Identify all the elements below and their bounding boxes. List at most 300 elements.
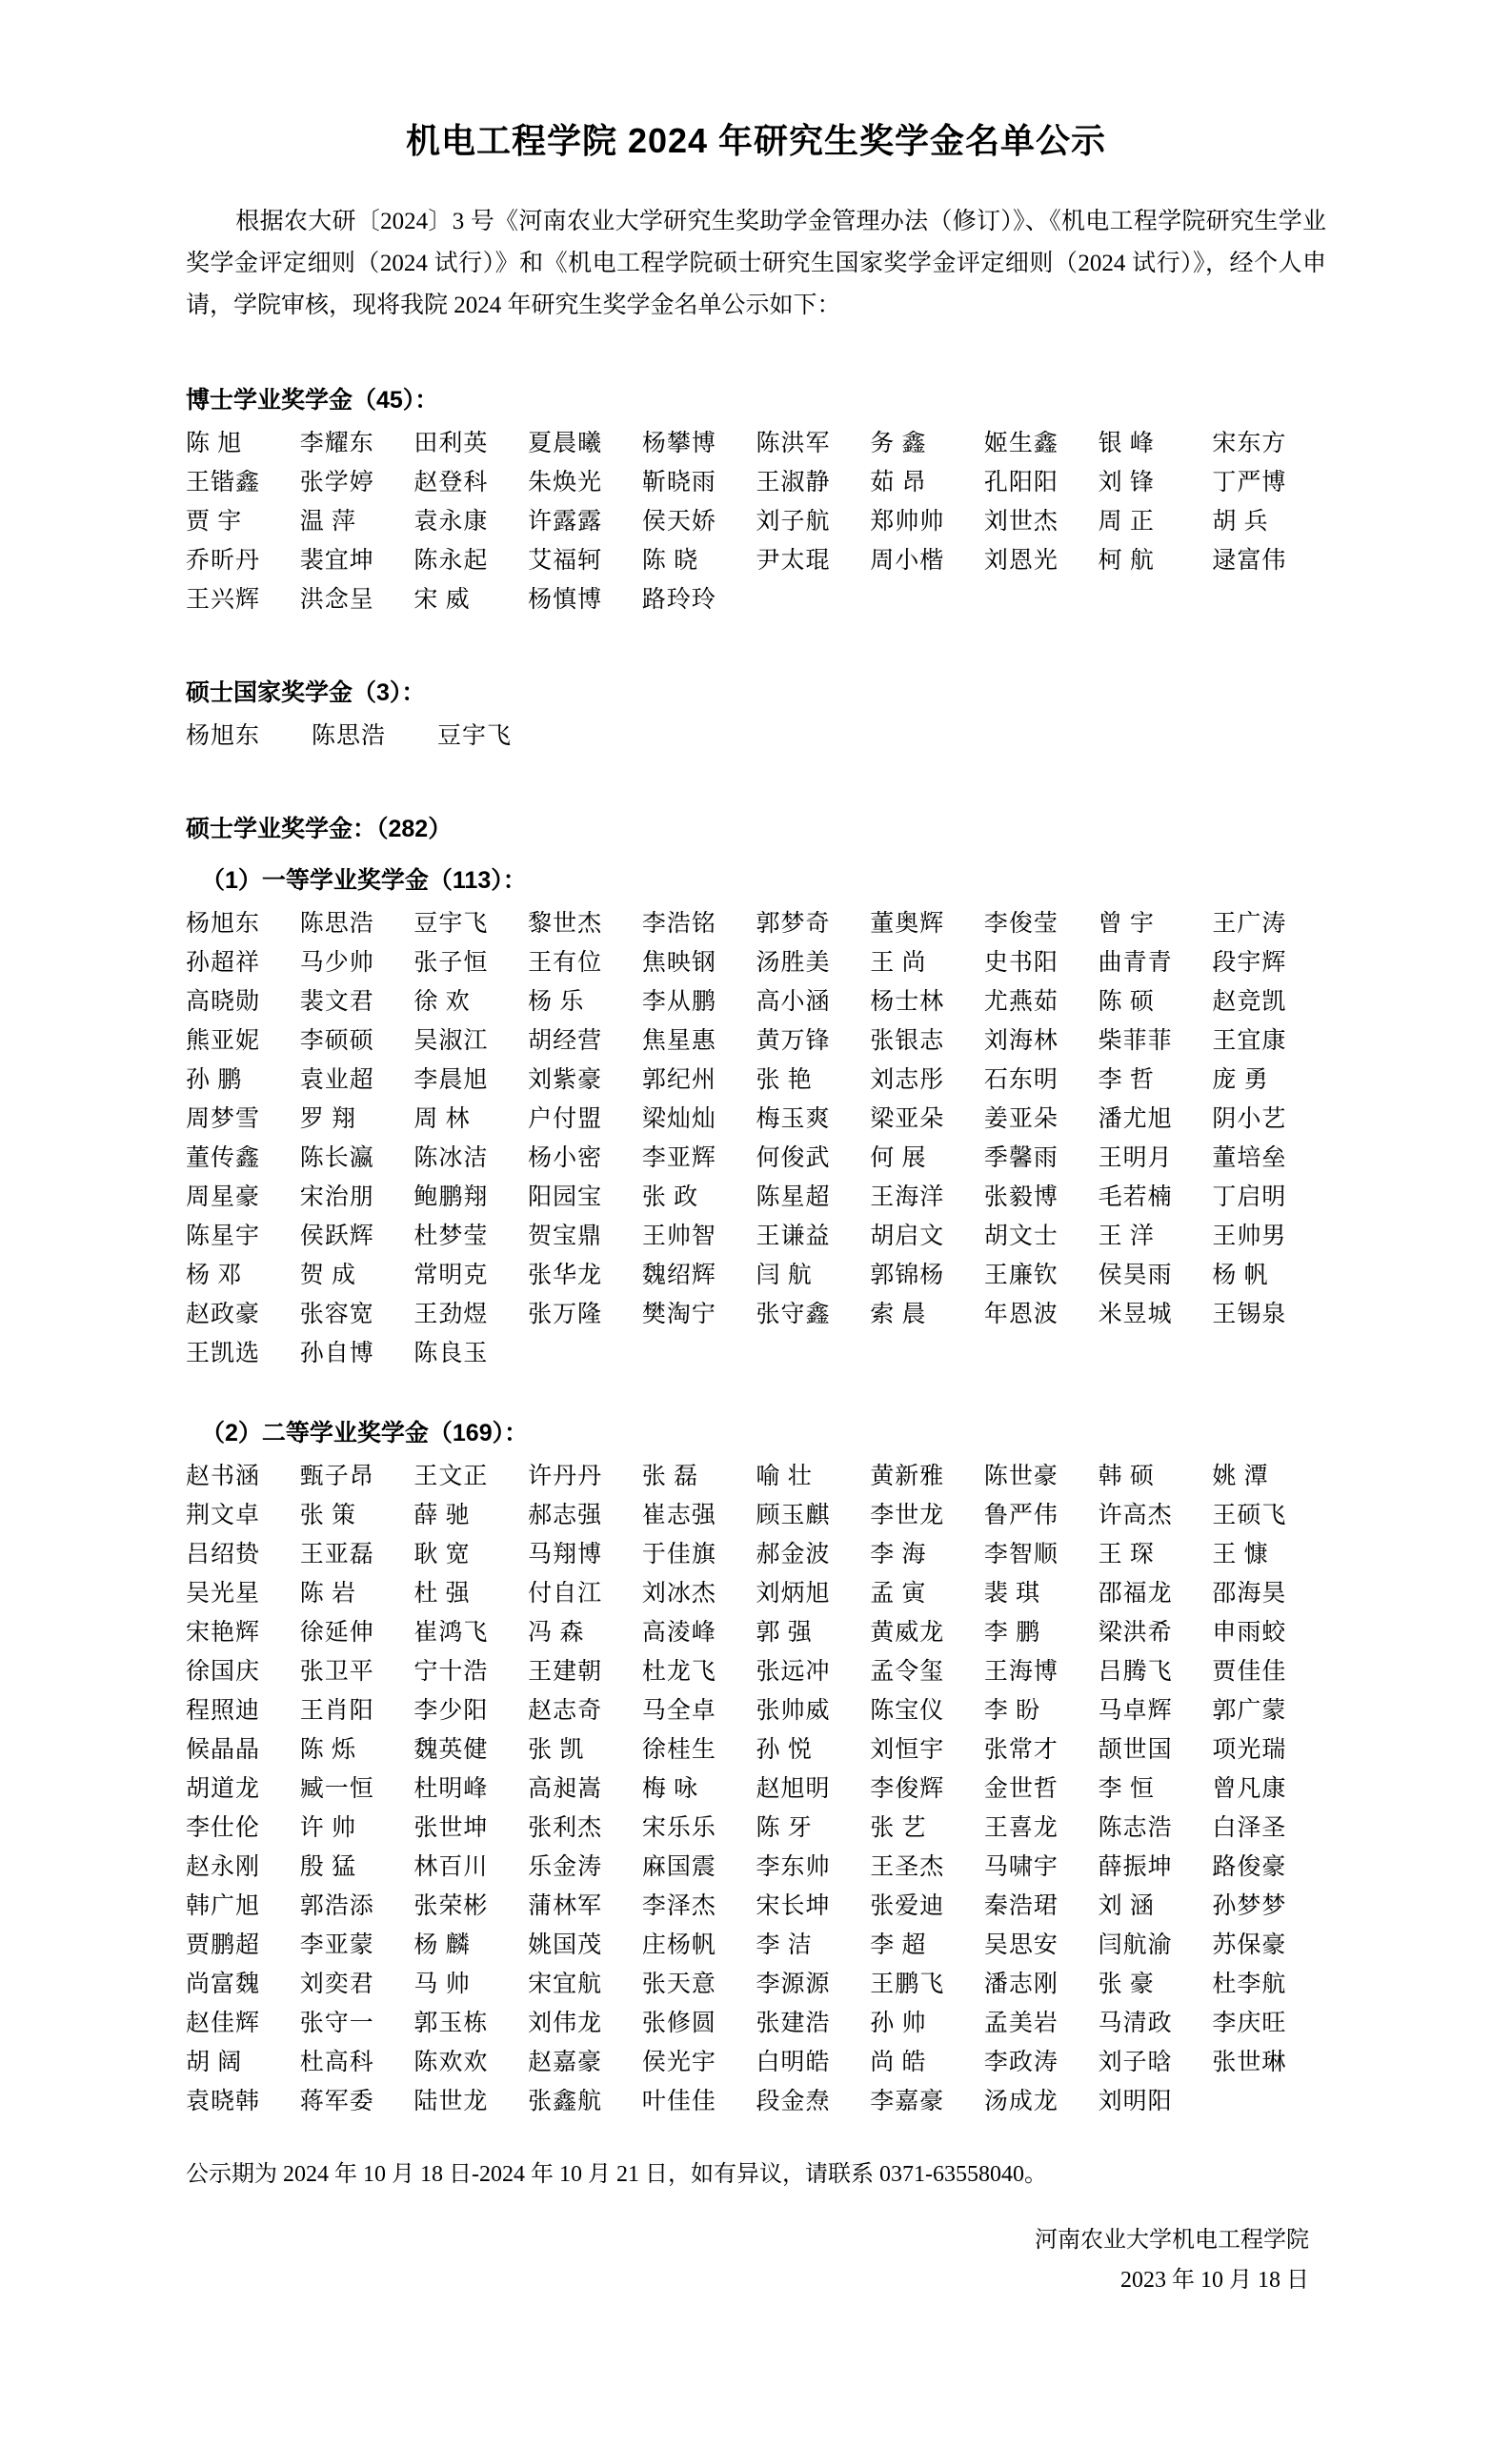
name-item: 苏保豪 — [1212, 1932, 1287, 1958]
name-item: 麻国震 — [641, 1854, 716, 1880]
name-item: 王建朝 — [528, 1659, 603, 1685]
name-item: 周小楷 — [870, 548, 945, 574]
name-item: 胡 兵 — [1212, 509, 1269, 535]
name-row — [186, 1457, 1326, 1496]
name-item: 裴宜坤 — [299, 548, 374, 574]
name-row — [186, 424, 1326, 463]
name-item: 郭浩添 — [299, 1893, 374, 1919]
name-item: 刘炳旭 — [756, 1581, 831, 1607]
name-item: 周星豪 — [186, 1184, 261, 1210]
name-row — [186, 982, 1326, 1021]
name-item: 王有位 — [528, 950, 603, 976]
name-item: 庄杨帆 — [641, 1932, 716, 1958]
name-item: 王廉钦 — [983, 1263, 1058, 1288]
name-item: 丁严博 — [1212, 470, 1287, 495]
name-item: 尚富魏 — [186, 1972, 261, 1997]
name-item: 袁业超 — [299, 1067, 374, 1093]
name-item: 许露露 — [528, 509, 603, 535]
name-item: 李 鹏 — [983, 1620, 1041, 1646]
name-item: 吕绍贽 — [186, 1542, 261, 1567]
name-item: 李亚辉 — [641, 1145, 716, 1171]
name-item: 路玲玲 — [641, 587, 716, 613]
name-item: 张 政 — [641, 1184, 699, 1210]
name-row — [186, 541, 1326, 580]
name-item: 王宜康 — [1212, 1028, 1287, 1054]
name-item: 陈洪军 — [756, 431, 831, 456]
name-item: 陈 烁 — [299, 1737, 356, 1763]
name-item: 杜李航 — [1212, 1972, 1287, 1997]
name-item: 王凯选 — [186, 1341, 261, 1366]
name-item: 温 萍 — [299, 509, 356, 535]
name-item: 豆宇飞 — [413, 911, 489, 937]
intro-text: 根据农大研〔2024〕3 号《河南农业大学研究生奖助学金管理办法（修订）》、《机电工程学院研究生学业奖学金评定细则（2024 试行）》和《机电工程学院硕士研究生国家奖学金评定细则（2024 试行）》，经个人申请，学院审核，现将我院 2024 年研究生奖学金名单公示如下： — [186, 209, 1326, 318]
name-row — [186, 1887, 1326, 1926]
name-item: 付自江 — [528, 1581, 603, 1607]
name-item: 周梦雪 — [186, 1106, 261, 1132]
name-item: 刘冰杰 — [641, 1581, 716, 1607]
name-item: 郭玉栋 — [413, 2011, 489, 2036]
name-row — [186, 1535, 1326, 1574]
name-item: 胡道龙 — [186, 1776, 261, 1802]
name-item: 孔阳阳 — [983, 470, 1058, 495]
name-item: 陈星宇 — [186, 1224, 261, 1249]
name-item: 高晓勋 — [186, 989, 261, 1015]
name-item: 金世哲 — [983, 1776, 1058, 1802]
name-item: 于佳旗 — [641, 1542, 716, 1567]
name-item: 陈 牙 — [756, 1815, 813, 1841]
name-item: 高昶嵩 — [528, 1776, 603, 1802]
name-cell-empty — [870, 580, 984, 619]
name-item: 荆文卓 — [186, 1503, 261, 1528]
name-item: 张银志 — [870, 1028, 945, 1054]
name-item: 顾玉麒 — [756, 1503, 831, 1528]
name-item: 宋乐乐 — [641, 1815, 716, 1841]
name-item: 周 正 — [1098, 509, 1155, 535]
name-item: 宁十浩 — [413, 1659, 489, 1685]
name-row — [186, 1256, 1326, 1295]
name-item: 梁洪希 — [1098, 1620, 1173, 1646]
name-item: 季馨雨 — [983, 1145, 1058, 1171]
name-item: 项光瑞 — [1212, 1737, 1287, 1763]
name-item: 王鹏飞 — [870, 1972, 945, 1997]
name-item: 刘海林 — [983, 1028, 1058, 1054]
name-item: 杜龙飞 — [641, 1659, 716, 1685]
name-row — [186, 1295, 1326, 1334]
name-item: 银 峰 — [1098, 431, 1155, 456]
name-item: 陈 硕 — [1098, 989, 1155, 1015]
signature-org: 河南农业大学机电工程学院 — [1035, 2228, 1309, 2253]
name-item: 陈星超 — [756, 1184, 831, 1210]
name-item: 马 帅 — [413, 1972, 471, 1997]
name-item: 赵佳辉 — [186, 2011, 261, 2036]
name-item: 宋 威 — [413, 587, 471, 613]
name-item: 赵志奇 — [528, 1698, 603, 1724]
name-item: 尤燕茹 — [983, 989, 1058, 1015]
name-item: 王硕飞 — [1212, 1503, 1287, 1528]
name-item: 臧一恒 — [299, 1776, 374, 1802]
name-item: 黎世杰 — [528, 911, 603, 937]
name-cell-empty — [1099, 580, 1213, 619]
name-item: 宋长坤 — [756, 1893, 831, 1919]
group-heading-first-class: （1）一等学业奖学金（113）： — [201, 867, 527, 894]
name-item: 宋治朋 — [299, 1184, 374, 1210]
name-item: 郭梦奇 — [756, 911, 831, 937]
name-row — [186, 904, 1326, 943]
name-item: 曾 宇 — [1098, 911, 1155, 937]
name-item: 刘世杰 — [983, 509, 1058, 535]
name-item: 李 盼 — [983, 1698, 1041, 1724]
name-item: 张卫平 — [299, 1659, 374, 1685]
name-item: 徐国庆 — [186, 1659, 261, 1685]
name-item: 王淑静 — [756, 470, 831, 495]
name-item: 庞 勇 — [1212, 1067, 1269, 1093]
name-item: 郭广蒙 — [1212, 1698, 1287, 1724]
spacer — [186, 340, 1326, 355]
name-item: 孟令玺 — [870, 1659, 945, 1685]
name-item: 李浩铭 — [641, 911, 716, 937]
name-item: 邵福龙 — [1098, 1581, 1173, 1607]
name-item: 张 豪 — [1098, 1972, 1155, 1997]
name-item: 杜梦莹 — [413, 1224, 489, 1249]
name-item: 户付盟 — [528, 1106, 603, 1132]
name-item: 魏绍辉 — [641, 1263, 716, 1288]
name-item: 张修圆 — [641, 2011, 716, 2036]
name-item: 陈 旭 — [186, 431, 243, 456]
name-row — [186, 1178, 1326, 1217]
name-item: 刘紫豪 — [528, 1067, 603, 1093]
name-item: 熊亚妮 — [186, 1028, 261, 1054]
name-list-first-class — [186, 904, 1326, 1373]
name-item: 张鑫航 — [528, 2089, 603, 2114]
name-item: 张世琳 — [1212, 2050, 1287, 2075]
name-item: 杨 帆 — [1212, 1263, 1269, 1288]
name-item: 赵嘉豪 — [528, 2050, 603, 2075]
name-item: 杨 乐 — [528, 989, 585, 1015]
name-item: 杨旭东 — [186, 723, 261, 749]
spacer — [186, 619, 1326, 648]
name-row — [186, 1574, 1326, 1613]
name-item: 郝志强 — [528, 1503, 603, 1528]
name-item: 张守一 — [299, 2011, 374, 2036]
name-item: 李东帅 — [756, 1854, 831, 1880]
name-item: 张 艺 — [870, 1815, 927, 1841]
name-item: 李 海 — [870, 1542, 927, 1567]
name-item: 袁晓韩 — [186, 2089, 261, 2114]
name-item: 高小涵 — [756, 989, 831, 1015]
name-item: 李泽杰 — [641, 1893, 716, 1919]
name-item: 韩 硕 — [1098, 1464, 1155, 1489]
name-item: 胡文士 — [983, 1224, 1058, 1249]
name-cell-empty — [984, 1334, 1099, 1373]
name-item: 姜亚朵 — [983, 1106, 1058, 1132]
name-item: 郑帅帅 — [870, 509, 945, 535]
name-item: 杨攀博 — [641, 431, 716, 456]
name-item: 陈欢欢 — [413, 2050, 489, 2075]
name-item: 丁启明 — [1212, 1184, 1287, 1210]
name-item: 宋宜航 — [528, 1972, 603, 1997]
name-row — [186, 1100, 1326, 1139]
name-item: 杨 邓 — [186, 1263, 243, 1288]
name-item: 李俊辉 — [870, 1776, 945, 1802]
name-item: 何俊武 — [756, 1145, 831, 1171]
name-row — [186, 1496, 1326, 1535]
name-item: 魏英健 — [413, 1737, 489, 1763]
name-cell-empty — [756, 1334, 871, 1373]
name-item: 贾佳佳 — [1212, 1659, 1287, 1685]
name-item: 薛 驰 — [413, 1503, 471, 1528]
name-item: 张远冲 — [756, 1659, 831, 1685]
name-item: 张天意 — [641, 1972, 716, 1997]
name-item: 尹太琨 — [756, 548, 831, 574]
name-item: 王锴鑫 — [186, 470, 261, 495]
name-item: 杨士林 — [870, 989, 945, 1015]
name-item: 陈思浩 — [299, 911, 374, 937]
name-item: 王明月 — [1098, 1145, 1173, 1171]
name-item: 侯昊雨 — [1098, 1263, 1173, 1288]
name-item: 索 晨 — [870, 1302, 927, 1327]
name-item: 胡启文 — [870, 1224, 945, 1249]
name-item: 李庆旺 — [1212, 2011, 1287, 2036]
name-item: 王圣杰 — [870, 1854, 945, 1880]
intro-paragraph — [186, 201, 1326, 327]
name-item: 甄子昂 — [299, 1464, 374, 1489]
name-item: 黄万锋 — [756, 1028, 831, 1054]
name-item: 郭锦杨 — [870, 1263, 945, 1288]
name-item: 耿 宽 — [413, 1542, 471, 1567]
name-cell-empty — [1212, 580, 1326, 619]
name-item: 汤胜美 — [756, 950, 831, 976]
notice-text: 公示期为 2024 年 10 月 18 日-2024 年 10 月 21 日，如有异议，请联系 0371-63558040。 — [186, 2162, 1047, 2187]
name-item: 白泽圣 — [1212, 1815, 1287, 1841]
name-item: 赵竞凯 — [1212, 989, 1287, 1015]
name-item: 邵海昊 — [1212, 1581, 1287, 1607]
name-item: 梅玉爽 — [756, 1106, 831, 1132]
name-item: 马卓辉 — [1098, 1698, 1173, 1724]
name-item: 孙 帅 — [870, 2011, 927, 2036]
name-row — [186, 1926, 1326, 1965]
name-item: 刘恒宇 — [870, 1737, 945, 1763]
name-cell-empty — [984, 580, 1099, 619]
name-row — [186, 580, 1326, 619]
name-item: 逯富伟 — [1212, 548, 1287, 574]
name-item: 杨旭东 — [186, 911, 261, 937]
name-item: 王 琛 — [1098, 1542, 1155, 1567]
name-item: 陆世龙 — [413, 2089, 489, 2114]
name-item: 王肖阳 — [299, 1698, 374, 1724]
name-item: 贾鹏超 — [186, 1932, 261, 1958]
name-item: 朱焕光 — [528, 470, 603, 495]
name-item: 李 超 — [870, 1932, 927, 1958]
name-item: 杨小密 — [528, 1145, 603, 1171]
name-item: 许 帅 — [299, 1815, 356, 1841]
name-item: 张利杰 — [528, 1815, 603, 1841]
name-item: 崔鸿飞 — [413, 1620, 489, 1646]
name-item: 张爱迪 — [870, 1893, 945, 1919]
name-row — [186, 943, 1326, 982]
name-item: 崔志强 — [641, 1503, 716, 1528]
name-item: 王亚磊 — [299, 1542, 374, 1567]
signature-block — [186, 2220, 1326, 2300]
name-item: 杜高科 — [299, 2050, 374, 2075]
name-item: 王谦益 — [756, 1224, 831, 1249]
name-item: 申雨蛟 — [1212, 1620, 1287, 1646]
name-item: 乐金涛 — [528, 1854, 603, 1880]
name-item: 段金焘 — [756, 2089, 831, 2114]
name-item: 阳园宝 — [528, 1184, 603, 1210]
name-item: 刘子航 — [756, 509, 831, 535]
name-item: 宋东方 — [1212, 431, 1287, 456]
name-item: 鲁严伟 — [983, 1503, 1058, 1528]
name-item: 陈思浩 — [312, 723, 387, 749]
name-item: 阴小艺 — [1212, 1106, 1287, 1132]
name-item: 孙自博 — [299, 1341, 374, 1366]
name-item: 张建浩 — [756, 2011, 831, 2036]
name-item: 赵旭明 — [756, 1776, 831, 1802]
name-item: 柯 航 — [1098, 548, 1155, 574]
name-item: 李世龙 — [870, 1503, 945, 1528]
name-item: 徐 欢 — [413, 989, 471, 1015]
name-item: 陈世豪 — [983, 1464, 1058, 1489]
name-item: 李 哲 — [1098, 1067, 1155, 1093]
name-item: 路俊豪 — [1212, 1854, 1287, 1880]
name-item: 姬生鑫 — [983, 431, 1058, 456]
name-item: 李 恒 — [1098, 1776, 1155, 1802]
name-row — [186, 1809, 1326, 1848]
name-item: 董奥辉 — [870, 911, 945, 937]
name-item: 陈 岩 — [299, 1581, 356, 1607]
name-item: 王文正 — [413, 1464, 489, 1489]
signature-date: 2023 年 10 月 18 日 — [1120, 2268, 1309, 2293]
name-item: 吕腾飞 — [1098, 1659, 1173, 1685]
name-item: 洪念呈 — [299, 587, 374, 613]
name-item: 黄威龙 — [870, 1620, 945, 1646]
name-item: 曾凡康 — [1212, 1776, 1287, 1802]
name-item: 李源源 — [756, 1972, 831, 1997]
name-item: 王劲煜 — [413, 1302, 489, 1327]
name-item: 马翔博 — [528, 1542, 603, 1567]
name-item: 侯光宇 — [641, 2050, 716, 2075]
name-row — [186, 1848, 1326, 1887]
name-item: 宋艳辉 — [186, 1620, 261, 1646]
name-item: 孟美岩 — [983, 2011, 1058, 2036]
name-item: 孟 寅 — [870, 1581, 927, 1607]
name-item: 胡 阔 — [186, 2050, 243, 2075]
name-item: 李硕硕 — [299, 1028, 374, 1054]
name-item: 王帅智 — [641, 1224, 716, 1249]
name-item: 张帅威 — [756, 1698, 831, 1724]
section-heading-master-academic: 硕士学业奖学金：（282） — [186, 816, 453, 842]
name-item: 张世坤 — [413, 1815, 489, 1841]
name-item: 石东明 — [983, 1067, 1058, 1093]
name-item: 张常才 — [983, 1737, 1058, 1763]
name-item: 王广涛 — [1212, 911, 1287, 937]
name-item: 豆宇飞 — [437, 723, 513, 749]
group-heading-second-class: （2）二等学业奖学金（169）： — [201, 1420, 529, 1446]
name-item: 喻 壮 — [756, 1464, 813, 1489]
name-item: 李智顺 — [983, 1542, 1058, 1567]
name-item: 闫航渝 — [1098, 1932, 1173, 1958]
name-item: 刘奕君 — [299, 1972, 374, 1997]
name-item: 王锡泉 — [1212, 1302, 1287, 1327]
name-item: 米昱城 — [1098, 1302, 1173, 1327]
name-item: 赵书涵 — [186, 1464, 261, 1489]
name-item: 尚 皓 — [870, 2050, 927, 2075]
name-item: 侯跃辉 — [299, 1224, 374, 1249]
name-item: 焦映钢 — [641, 950, 716, 976]
name-item: 张毅博 — [983, 1184, 1058, 1210]
name-item: 马全卓 — [641, 1698, 716, 1724]
name-item: 李政涛 — [983, 2050, 1058, 2075]
name-item: 裴文君 — [299, 989, 374, 1015]
name-item: 李亚蒙 — [299, 1932, 374, 1958]
name-cell-empty — [642, 1334, 756, 1373]
name-item: 白明皓 — [756, 2050, 831, 2075]
name-cell-empty — [1099, 1334, 1213, 1373]
name-cell-empty — [528, 1334, 642, 1373]
name-item: 冯 森 — [528, 1620, 585, 1646]
name-row — [186, 1770, 1326, 1809]
name-item: 李从鹏 — [641, 989, 716, 1015]
name-item: 贺宝鼎 — [528, 1224, 603, 1249]
name-item: 王 慷 — [1212, 1542, 1269, 1567]
name-item: 李仕伦 — [186, 1815, 261, 1841]
name-cell-empty — [1212, 1334, 1326, 1373]
name-item: 刘恩光 — [983, 548, 1058, 574]
name-item: 茹 昂 — [870, 470, 927, 495]
name-item: 孙 鹏 — [186, 1067, 243, 1093]
name-item: 夏晨曦 — [528, 431, 603, 456]
name-item: 李俊莹 — [983, 911, 1058, 937]
name-item: 王帅男 — [1212, 1224, 1287, 1249]
name-item: 张子恒 — [413, 950, 489, 976]
name-item: 董传鑫 — [186, 1145, 261, 1171]
name-item: 刘 锋 — [1098, 470, 1155, 495]
name-item: 汤成龙 — [983, 2089, 1058, 2114]
name-item: 王海博 — [983, 1659, 1058, 1685]
name-item: 王兴辉 — [186, 587, 261, 613]
name-cell-empty — [756, 580, 871, 619]
name-list-second-class — [186, 1457, 1326, 2121]
name-item: 张华龙 — [528, 1263, 603, 1288]
name-row — [186, 1730, 1326, 1770]
name-row — [186, 1217, 1326, 1256]
name-item: 田利英 — [413, 431, 489, 456]
name-item: 陈冰洁 — [413, 1145, 489, 1171]
name-item: 黄新雅 — [870, 1464, 945, 1489]
name-item: 姚 潭 — [1212, 1464, 1269, 1489]
name-item: 鲍鹏翔 — [413, 1184, 489, 1210]
name-item: 王海洋 — [870, 1184, 945, 1210]
name-item: 贾 宇 — [186, 509, 243, 535]
name-item: 杜明峰 — [413, 1776, 489, 1802]
name-item: 陈良玉 — [413, 1341, 489, 1366]
name-item: 刘志彤 — [870, 1067, 945, 1093]
name-item: 陈 晓 — [641, 548, 699, 574]
name-item: 艾福轲 — [528, 548, 603, 574]
name-item: 刘 涵 — [1098, 1893, 1155, 1919]
name-list-master-national — [186, 717, 1326, 756]
name-item: 刘明阳 — [1098, 2089, 1173, 2114]
name-item: 陈志浩 — [1098, 1815, 1173, 1841]
name-item: 毛若楠 — [1098, 1184, 1173, 1210]
name-item: 年恩波 — [983, 1302, 1058, 1327]
name-item: 叶佳佳 — [641, 2089, 716, 2114]
name-item: 樊淘宁 — [641, 1302, 716, 1327]
name-item: 张万隆 — [528, 1302, 603, 1327]
name-item: 马清政 — [1098, 2011, 1173, 2036]
name-item: 王喜龙 — [983, 1815, 1058, 1841]
name-item: 张学婷 — [299, 470, 374, 495]
